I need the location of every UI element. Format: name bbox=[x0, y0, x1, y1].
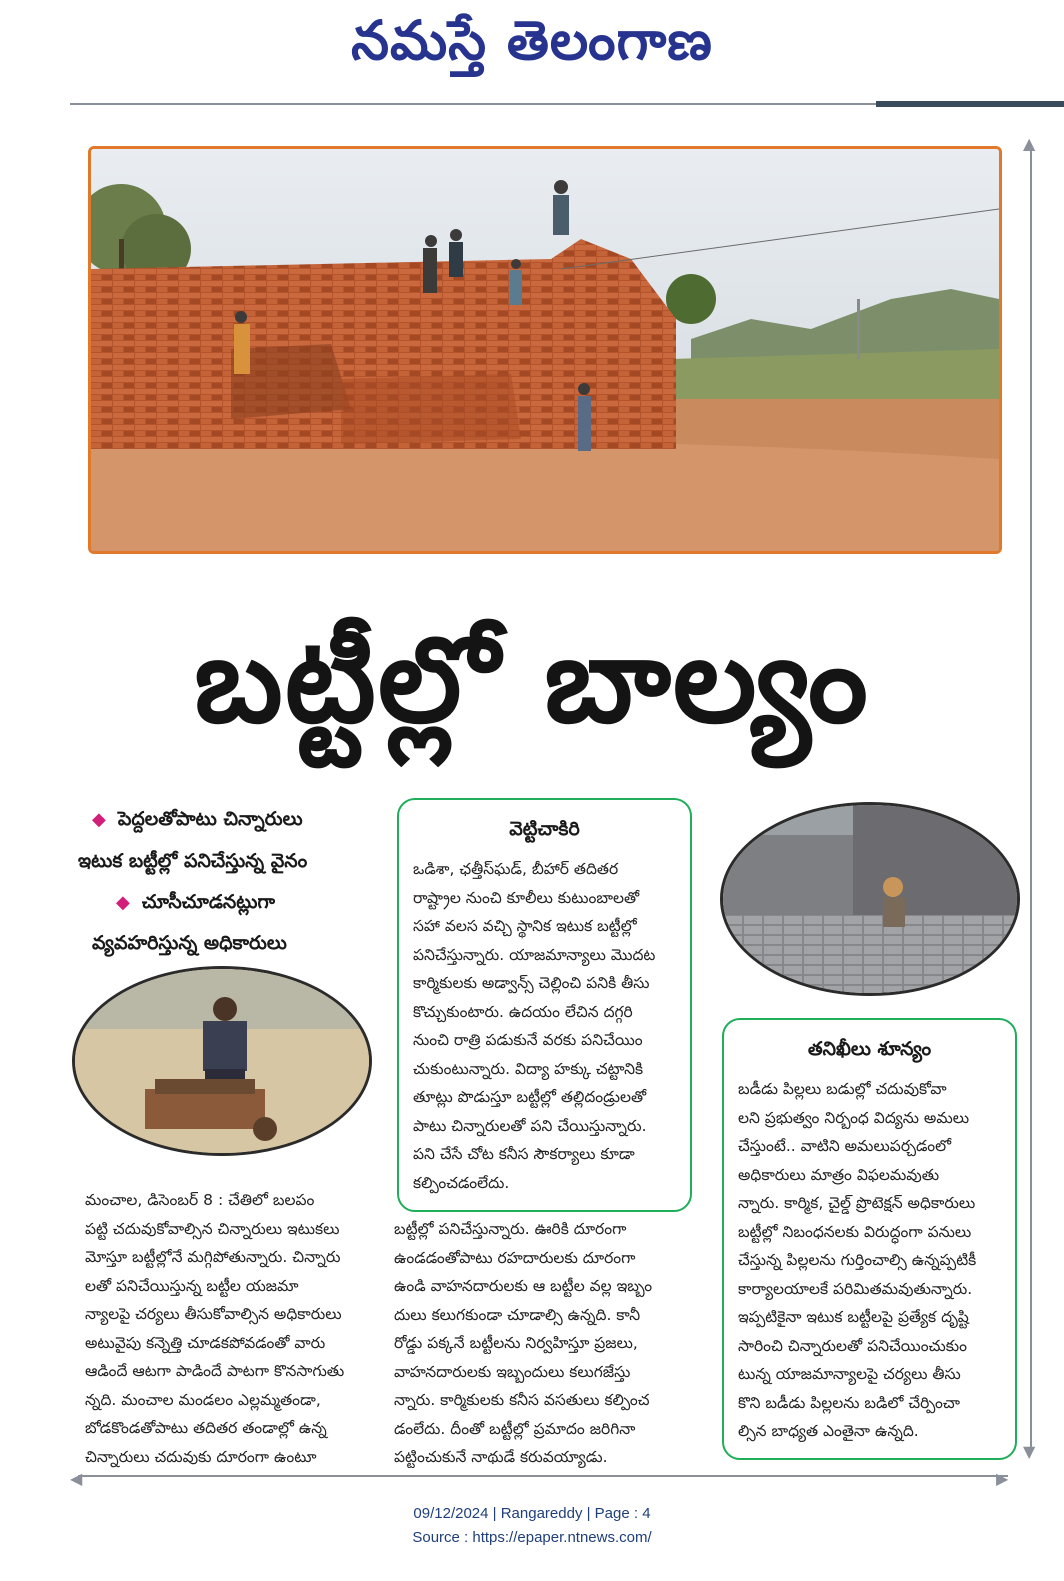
arrow-down-icon: ▼ bbox=[1023, 1442, 1036, 1461]
box-vetti-chakiri bbox=[397, 798, 692, 1212]
diamond-bullet-icon: ◆ bbox=[116, 892, 130, 913]
bullet-item: ఇటుక బట్టీల్లో పనిచేస్తున్న వైనం bbox=[78, 850, 308, 872]
masthead-rule-accent bbox=[876, 101, 1064, 107]
article-column-left: మంచాల, డిసెంబర్ 8 : చేతిలో బలపం పట్టి చదువుకోవాల్సిన చిన్నారులు ఇటుకలు మోస్తూ బట్టీల్లోనే మగ్గిపోతున్నారు. చిన్నారు లతో పనిచేయిస్తున్న బట్టీల యజమా న్యాలపై చర్యలు తీసుకోవాల్సిన అధికారులు అటువైపు కన్నెత్తి చూడకపోవడంతో వారు ఆడిందే ఆటగా పాడిందే పాటగా కొనసాగుతు న్నది. మంచాల మండలం ఎల్లమ్మతండా, బోడకొండతోపాటు తదితర తండాల్లో ఉన్న చిన్నారులు చదువుకు దూరంగా ఉంటూ bbox=[85, 1191, 345, 1466]
bullet-item: వ్యవహరిస్తున్న అధికారులు bbox=[92, 932, 287, 954]
box-body: ఒడిశా, ఛత్తీస్‌ఘడ్, బీహార్ తదితర రాష్ట్రాల నుంచి కూలీలు కుటుంబాలతో సహా వలస వచ్చి స్థానిక ఇటుక బట్టీల్లో పనిచేస్తున్నారు. యాజమాన్యాలు మొదట కార్మికులకు అడ్వాన్స్ చెల్లించి పనికి తీసు కొచ్చుకుంటారు. ఉదయం లేచిన దగ్గరి నుంచి రాత్రి పడుకునే వరకు పనిచేయిం చుకుంటున్నారు. విద్యా హక్కు చట్టానికి తూట్లు పొడుస్తూ బట్టీల్లో తల్లిదండ్రులతో పాటు చిన్నారులతో పని చేయిస్తున్నారు. పని చేసే చోట కనీస సౌకర్యాలు కూడా కల్పించడంలేదు. bbox=[413, 860, 656, 1192]
headline: బట్టీల్లో బాల్యం bbox=[194, 611, 870, 749]
diamond-bullet-icon: ◆ bbox=[92, 809, 106, 830]
vertical-guide-line bbox=[1030, 150, 1032, 1450]
photo-boy-wheelbarrow bbox=[72, 966, 372, 1156]
top-photo-brick-kiln bbox=[88, 146, 1002, 554]
footer-edition-info: 09/12/2024 | Rangareddy | Page : 4 bbox=[413, 1505, 651, 1522]
box-body: బడీడు పిల్లలు బడుల్లో చదువుకోవా లని ప్రభుత్వం నిర్బంధ విద్యను అమలు చేస్తుంటే.. వాటిని అమలుపర్చడంలో అధికారులు మాత్రం విఫలమవుతు న్నారు. కార్మిక, చైల్డ్ ప్రొటెక్షన్ అధికారులు బట్టీల్లో నిబంధనలకు విరుద్ధంగా పనులు చేస్తున్న పిల్లలను గుర్తించాల్సి ఉన్నప్పటికీ కార్యాలయాలకే పరిమితమవుతున్నారు. ఇప్పటికైనా ఇటుక బట్టీలపై ప్రత్యేక దృష్టి సారించి చిన్నారులతో పనిచేయించుకుం టున్న యాజమాన్యాలపై చర్యలు తీసు కొని బడీడు పిల్లలను బడిలో చేర్పించా ల్సిన బాధ్యత ఎంతైనా ఉన్నది. bbox=[738, 1080, 977, 1440]
arrow-left-icon: ◀ bbox=[70, 1469, 83, 1488]
arrow-right-icon: ▶ bbox=[996, 1469, 1009, 1488]
footer-source-link[interactable]: Source : https://epaper.ntnews.com/ bbox=[412, 1529, 652, 1546]
masthead-rule bbox=[70, 103, 876, 105]
box-title: తనిఖీలు శూన్యం bbox=[807, 1038, 932, 1060]
article-column-middle: బట్టీల్లో పనిచేస్తున్నారు. ఊరికి దూరంగా ఉండడంతోపాటు రహదారులకు దూరంగా ఉండి వాహనదారులకు ఆ బట్టీల వల్ల ఇబ్బం దులు కలుగకుండా చూడాల్సి ఉన్నది. కానీ రోడ్డు పక్కనే బట్టీలను నిర్వహిస్తూ ప్రజలు, వాహనదారులకు ఇబ్బందులు కలుగజేస్తు న్నారు. కార్మికులకు కనీస వసతులు కల్పించ డంలేదు. దీంతో బట్టీల్లో ప్రమాదం జరిగినా పట్టించుకునే నాథుడే కరువయ్యాడు. bbox=[394, 1220, 653, 1466]
horizontal-guide-line bbox=[78, 1475, 1008, 1477]
box-tanikhilu-shunyam bbox=[722, 1018, 1017, 1460]
arrow-up-icon: ▲ bbox=[1023, 134, 1036, 153]
bullet-item: ◆ చూసీచూడనట్లుగా bbox=[116, 891, 275, 913]
bullet-item: ◆ పెద్దలతోపాటు చిన్నారులు bbox=[92, 808, 303, 830]
box-title: వెట్టిచాకిరి bbox=[509, 818, 580, 840]
masthead-title: నమస్తే తెలంగాణ bbox=[351, 8, 713, 72]
photo-child-brick-yard bbox=[720, 802, 1020, 996]
